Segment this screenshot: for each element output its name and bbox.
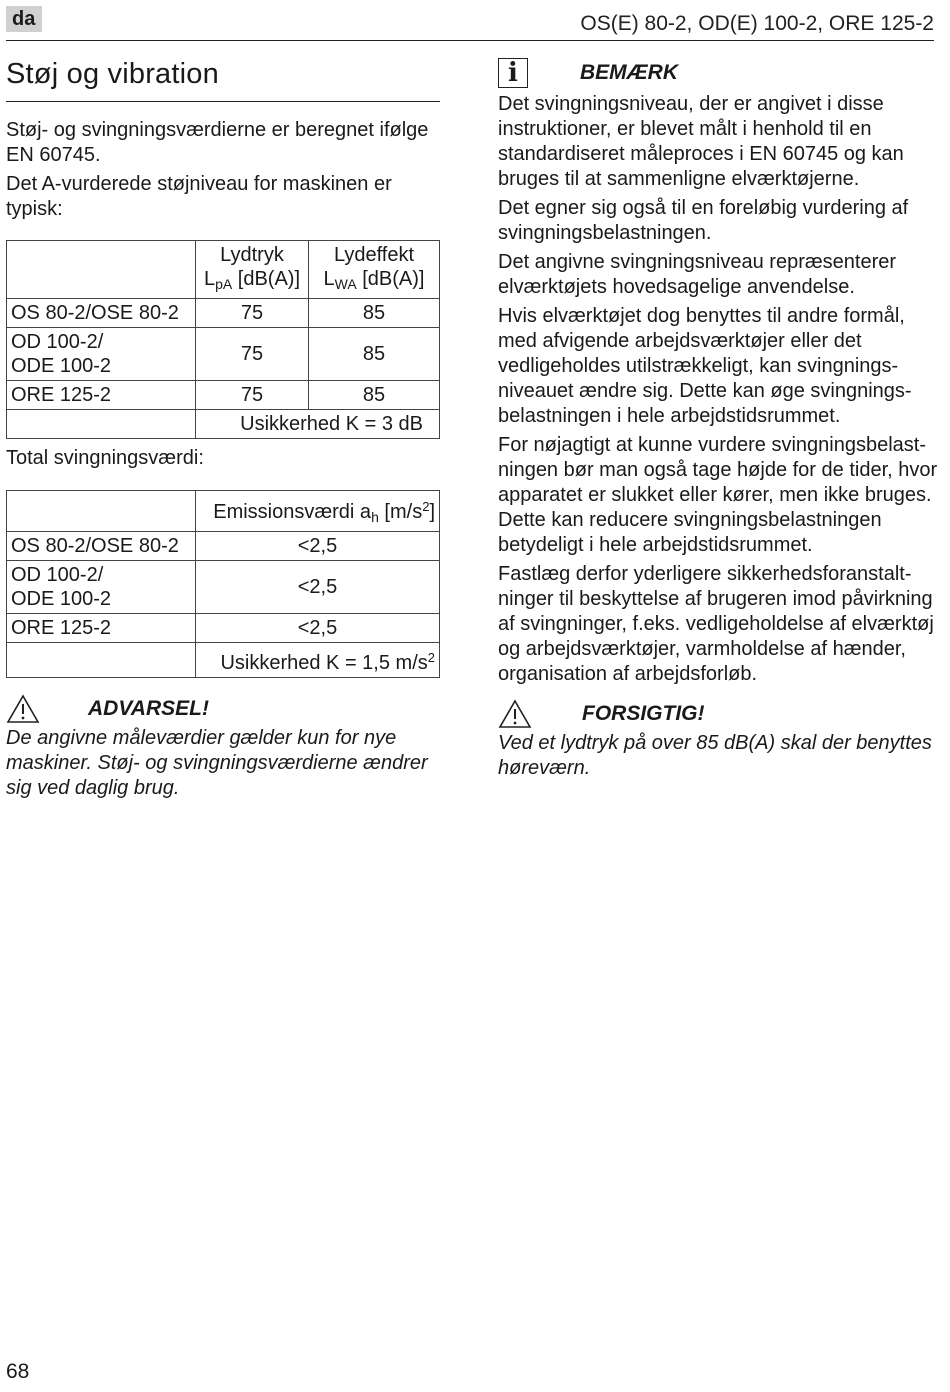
note-title: BEMÆRK <box>580 61 678 84</box>
note-paragraph: Fastlæg derfor yderligere sikkerhedsforanstaltninger til beskyttelse af brugeren imod påvirkning af svingninger, f.eks. vedligeholdelse af elværktøj og arbejdsværktøjer, varmholdelse af hænder, organisation af arbejdsforløb. <box>498 563 934 685</box>
lwa-header <box>309 241 440 299</box>
model-name: OS 80-2/OSE 80-2 <box>11 535 179 557</box>
vib-header-empty <box>7 491 196 532</box>
warning-triangle-icon <box>498 699 532 729</box>
noise-uncertainty: Usikkerhed K = 3 dB <box>196 410 440 439</box>
vib-uncertainty-text: Usikkerhed K = 1,5 m/s <box>220 652 428 674</box>
emission-unit: [m/s <box>384 501 423 523</box>
note-paragraph: Hvis elværktøjet dog benyttes til andre formål, med afvigende arbejdsværktøjer eller det vedligeholdes utilstrækkeligt, kan svingningsniveauet ændre sig. Dette kan øge svingningsbelastningen i hele arbejdstidsrummet. <box>498 305 912 427</box>
lwa-value: 85 <box>309 299 440 328</box>
noise-table <box>6 240 440 439</box>
lpa-header <box>196 241 309 299</box>
lwa-value: 85 <box>309 381 440 410</box>
info-icon: i <box>498 58 528 88</box>
caution-title: FORSIGTIG! <box>582 702 705 725</box>
emission-label: Emissionsværdi a <box>213 501 372 523</box>
note-paragraph: Det svingningsniveau, der er angivet i disse instruktioner, er blevet målt i henhold til en standardiseret måleproces i EN 60745 og kan bruges til at sammenligne elværktøjerne. <box>498 93 904 190</box>
vib-model-cell <box>7 561 196 614</box>
emission-header <box>196 491 440 532</box>
noise-uncertainty-empty <box>7 410 196 439</box>
lwa-header-label: Lydeffekt <box>333 244 415 266</box>
table-row <box>7 328 440 381</box>
intro-text <box>6 118 440 222</box>
lpa-symbol: L <box>203 268 216 290</box>
lpa-unit: [dB(A)] <box>237 268 301 290</box>
emission-subscript: h <box>371 509 379 525</box>
lpa-header-unit-line <box>200 267 304 296</box>
intro-paragraph-2: Det A-vurderede støjniveau for maskinen er typisk: <box>6 173 392 220</box>
note-paragraph: Det angivne svingningsniveau repræsenterer elværktøjets hovedsagelige anvendelse. <box>498 251 897 298</box>
model-name: OS 80-2/OSE 80-2 <box>11 302 179 324</box>
vib-model-cell <box>7 532 196 561</box>
intro-paragraph-1: Støj- og svingningsværdierne er beregnet ifølge EN 60745. <box>6 119 429 166</box>
noise-model-cell <box>7 381 196 410</box>
vib-uncertainty-exponent: 2 <box>427 650 435 665</box>
emission-value: <2,5 <box>196 614 440 643</box>
noise-model-cell <box>7 328 196 381</box>
left-column <box>6 58 440 801</box>
caution-text: Ved et lydtryk på over 85 dB(A) skal der benyttes høreværn. <box>498 732 932 779</box>
emission-value: <2,5 <box>196 532 440 561</box>
noise-uncertainty-row <box>7 410 440 439</box>
table-row <box>7 299 440 328</box>
emission-unit-exponent: 2 <box>422 499 430 514</box>
lpa-value: 75 <box>196 299 309 328</box>
vib-model-cell <box>7 614 196 643</box>
model-name-line-2: ODE 100-2 <box>11 355 112 377</box>
section-title: Støj og vibration <box>6 58 219 90</box>
vibration-table-header <box>7 491 440 532</box>
noise-model-cell <box>7 299 196 328</box>
table-row <box>7 381 440 410</box>
warning-header <box>6 694 440 724</box>
total-vibration-label: Total svingningsværdi: <box>6 447 204 469</box>
lwa-symbol: L <box>323 268 335 290</box>
note-header <box>498 58 938 88</box>
model-name-line-2: ODE 100-2 <box>11 588 112 610</box>
warning-title: ADVARSEL! <box>88 697 209 720</box>
lwa-unit: [dB(A)] <box>362 268 425 290</box>
note-paragraph: For nøjagtigt at kunne vurdere svingningsbelastningen bør man også tage højde for de tider, hvor apparatet er slukket eller kører, men ikke bruges. Dette kan reducere svingningsbelastningen betydeligt i hele arbejdstidsrummet. <box>498 434 938 556</box>
vib-uncertainty-row <box>7 643 440 678</box>
warning-triangle-icon <box>6 694 40 724</box>
table-row <box>7 532 440 561</box>
model-header: OS(E) 80-2, OD(E) 100-2, ORE 125-2 <box>580 12 934 35</box>
model-name: OD 100-2/ <box>11 564 104 586</box>
model-name: OD 100-2/ <box>11 331 104 353</box>
lwa-subscript: WA <box>334 276 357 292</box>
lwa-header-unit-line <box>313 267 435 296</box>
vib-uncertainty <box>196 643 440 678</box>
warning-text: De angivne måleværdier gælder kun for nye maskiner. Støj- og svingningsværdierne ændrer sig ved daglig brug. <box>6 727 428 799</box>
lwa-value: 85 <box>309 328 440 381</box>
model-name: ORE 125-2 <box>11 384 112 406</box>
language-tag: da <box>6 6 42 32</box>
vibration-table <box>6 490 440 678</box>
caution-header <box>498 699 938 729</box>
table-row <box>7 561 440 614</box>
lpa-subscript: pA <box>215 276 233 292</box>
lpa-value: 75 <box>196 328 309 381</box>
lpa-header-label: Lydtryk <box>220 244 284 266</box>
table-row <box>7 614 440 643</box>
title-divider <box>6 101 440 102</box>
page-number: 68 <box>6 1360 30 1383</box>
emission-value: <2,5 <box>196 561 440 614</box>
top-divider <box>6 40 934 41</box>
emission-unit-close: ] <box>429 501 435 523</box>
right-column <box>498 58 938 781</box>
noise-header-empty <box>7 241 196 299</box>
vib-uncertainty-empty <box>7 643 196 678</box>
lpa-value: 75 <box>196 381 309 410</box>
note-paragraph: Det egner sig også til en foreløbig vurdering af svingningsbelastningen. <box>498 197 909 244</box>
model-name: ORE 125-2 <box>11 617 112 639</box>
noise-table-header <box>7 241 440 299</box>
